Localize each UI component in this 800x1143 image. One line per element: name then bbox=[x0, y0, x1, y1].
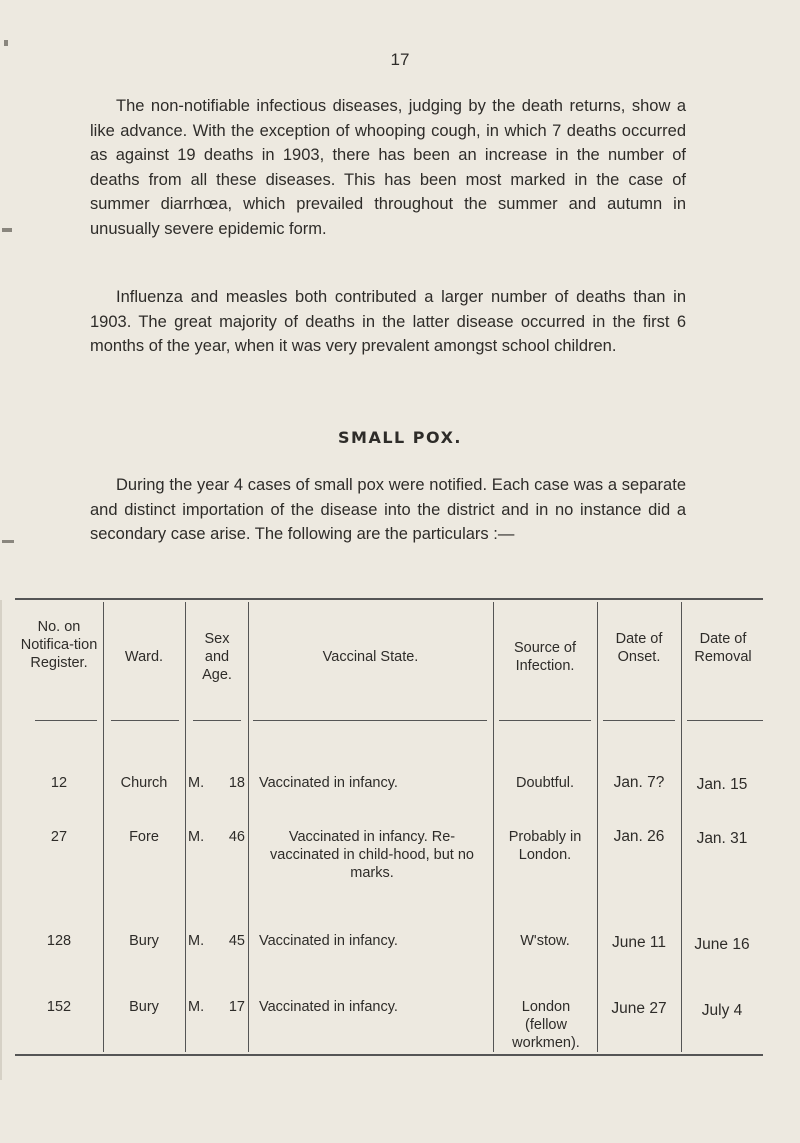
scan-mark bbox=[2, 540, 14, 543]
column-divider bbox=[185, 602, 186, 1052]
paragraph: The non-notifiable infectious diseases, judging by the death returns, show a like advance. With the exception of whooping cough, in which 7 deaths occurred as against 19 deaths in 1903, there has been an increase in the number of deaths from all these diseases. This has been most marked in the case of summer diarrhœa, which prevailed throughout the summer and autumn in unusually severe epidemic form. bbox=[90, 97, 686, 238]
row-3-age: 45 bbox=[228, 933, 245, 949]
table-bottom-rule bbox=[15, 1054, 763, 1056]
row-3-sex: M. bbox=[188, 933, 205, 949]
row-1-source: Doubtful. bbox=[515, 775, 575, 791]
row-4-sex: M. bbox=[188, 999, 205, 1015]
scan-edge bbox=[0, 600, 2, 1080]
header-date-of-removal: Date of Removal bbox=[694, 631, 752, 665]
header-ward: Ward. bbox=[124, 649, 164, 665]
row-2-source: Probably in London. bbox=[508, 829, 582, 863]
page-number: 17 bbox=[390, 50, 410, 69]
header-separator bbox=[687, 720, 763, 721]
row-1-ward: Church bbox=[120, 775, 168, 791]
header-source-of-infection: Source of Infection. bbox=[513, 640, 577, 674]
header-separator bbox=[499, 720, 591, 721]
row-3-ward: Bury bbox=[129, 933, 159, 949]
column-divider bbox=[597, 602, 598, 1052]
header-separator bbox=[193, 720, 241, 721]
row-2-removal: Jan. 31 bbox=[696, 830, 748, 847]
column-divider bbox=[493, 602, 494, 1052]
header-notification-number: No. on Notifica-tion Register. bbox=[20, 619, 98, 671]
row-4-ward: Bury bbox=[129, 999, 159, 1015]
row-1-age: 18 bbox=[228, 775, 245, 791]
row-3-number: 128 bbox=[46, 933, 72, 949]
row-4-source: London (fellow workmen). bbox=[512, 999, 580, 1051]
paragraph: During the year 4 cases of small pox were notified. Each case was a separate and distinct importation of the disease into the district and in no instance did a secondary case arise. The following are the particulars :— bbox=[90, 476, 686, 543]
scan-mark bbox=[2, 228, 12, 232]
row-3-removal: June 16 bbox=[694, 936, 750, 953]
row-4-age: 17 bbox=[228, 999, 245, 1015]
row-3-vaccinal-state: Vaccinated in infancy. bbox=[259, 933, 398, 949]
column-divider bbox=[248, 602, 249, 1052]
table-top-rule bbox=[15, 598, 763, 600]
row-2-number: 27 bbox=[50, 829, 68, 845]
scan-mark bbox=[4, 40, 8, 46]
small-pox-table bbox=[15, 598, 763, 1056]
section-heading: SMALL POX. bbox=[338, 428, 462, 447]
column-divider bbox=[103, 602, 104, 1052]
row-1-sex: M. bbox=[188, 775, 205, 791]
row-1-number: 12 bbox=[50, 775, 68, 791]
row-2-ward: Fore bbox=[129, 829, 159, 845]
header-separator bbox=[111, 720, 179, 721]
row-3-onset: June 11 bbox=[611, 934, 666, 951]
paragraph: Influenza and measles both contributed a larger number of deaths than in 1903. The great majority of deaths in the latter disease occurred in the first 6 months of the year, when it was very prevalent amongst school children. bbox=[90, 288, 686, 355]
row-2-onset: Jan. 26 bbox=[613, 828, 665, 845]
row-4-number: 152 bbox=[46, 999, 72, 1015]
row-1-onset: Jan. 7? bbox=[613, 774, 665, 791]
row-1-removal: Jan. 15 bbox=[696, 776, 748, 793]
header-vaccinal-state: Vaccinal State. bbox=[322, 649, 419, 665]
row-4-vaccinal-state: Vaccinated in infancy. bbox=[259, 999, 398, 1015]
header-separator bbox=[35, 720, 97, 721]
header-separator bbox=[603, 720, 675, 721]
header-date-of-onset: Date of Onset. bbox=[615, 631, 663, 665]
column-divider bbox=[681, 602, 682, 1052]
header-separator bbox=[253, 720, 487, 721]
row-3-source: W'stow. bbox=[520, 933, 570, 949]
row-2-sex: M. bbox=[188, 829, 205, 845]
row-1-vaccinal-state: Vaccinated in infancy. bbox=[259, 775, 398, 791]
row-2-vaccinal-state: Vaccinated in infancy. Re-vaccinated in child-hood, but no marks. bbox=[270, 829, 474, 881]
row-4-onset: June 27 bbox=[611, 1000, 667, 1017]
header-sex-age: Sex and Age. bbox=[202, 631, 232, 683]
row-4-removal: July 4 bbox=[701, 1002, 743, 1019]
row-2-age: 46 bbox=[228, 829, 245, 845]
